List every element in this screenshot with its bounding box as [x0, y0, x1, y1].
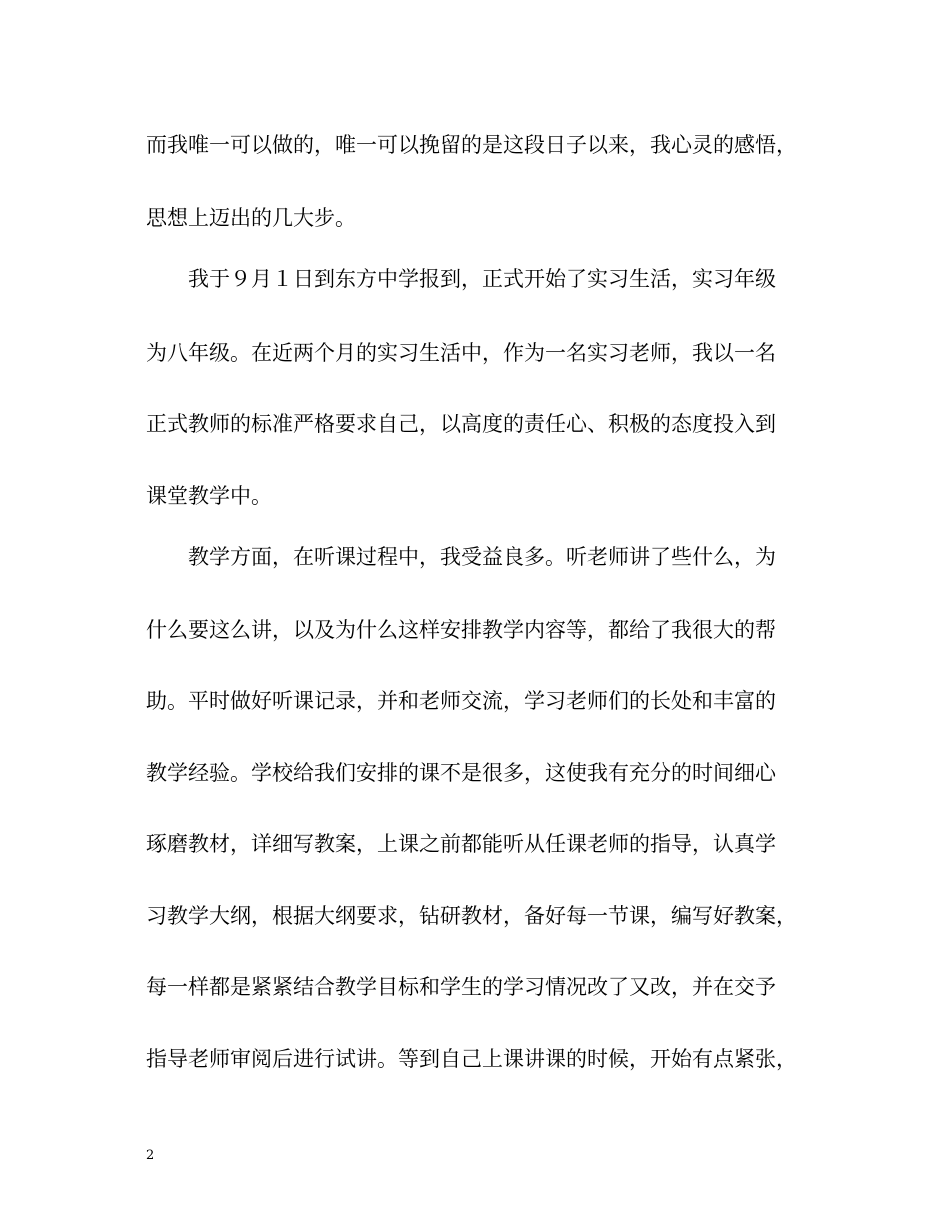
paragraph-3-line-1: 教学方面，在听课过程中，我受益良多。听老师讲了些什么，为 [188, 545, 776, 569]
text-line-4: 为八年级。在近两个月的实习生活中，作为一名实习老师，我以一名 [146, 341, 776, 365]
text-line-1: 而我唯一可以做的，唯一可以挽留的是这段日子以来，我心灵的感悟， [146, 133, 797, 157]
text-line-8: 什么要这么讲，以及为什么这样安排教学内容等，都给了我很大的帮 [146, 618, 776, 642]
text-line-9: 助。平时做好听课记录，并和老师交流，学习老师们的长处和丰富的 [146, 689, 776, 713]
text-line-12: 习教学大纲，根据大纲要求，钻研教材，备好每一节课，编写好教案， [146, 904, 797, 928]
page-number: 2 [146, 1148, 155, 1163]
text-line-11: 琢磨教材，详细写教案，上课之前都能听从任课老师的指导，认真学 [146, 832, 776, 856]
text-line-10: 教学经验。学校给我们安排的课不是很多，这使我有充分的时间细心 [146, 761, 776, 785]
text-line-6: 课堂教学中。 [146, 484, 272, 508]
paragraph-2-line-1: 我于９月１日到东方中学报到，正式开始了实习生活，实习年级 [188, 267, 776, 291]
text-line-2: 思想上迈出的几大步。 [146, 206, 356, 230]
text-line-13: 每一样都是紧紧结合教学目标和学生的学习情况改了又改，并在交予 [146, 975, 776, 999]
text-line-14: 指导老师审阅后进行试讲。等到自己上课讲课的时候，开始有点紧张， [146, 1047, 797, 1071]
text-line-5: 正式教师的标准严格要求自己，以高度的责任心、积极的态度投入到 [146, 412, 776, 436]
